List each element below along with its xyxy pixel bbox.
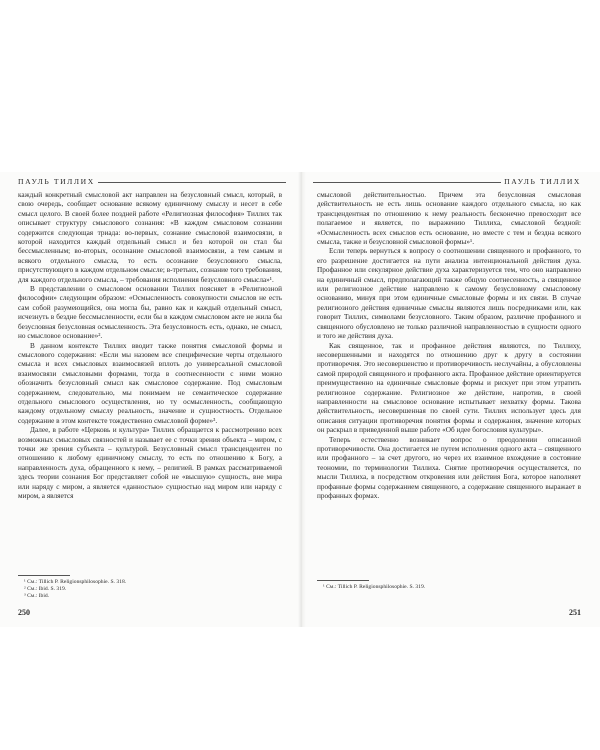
left-page-body: [14, 191, 286, 501]
paragraph: каждый конкретный смысловой акт направлен на безусловный смысл, который, в свою очередь, сообщает основание всякому единичному смыслу и несет в себе смысл целого. В своей более поздней работе «Религиозная философия» Тиллих так описывает структуру смыслового сознания: «В каждом смысловом сознании содержится следующая триада: во-первых, сознание смысловой взаимосвязи, в которой находится каждый отдельный смысл и без которой он стал бы бессмысленным; во-вторых, осознание смысловой взаимосвязи, а тем самым и всякого отдельного смысла, то есть осознание безусловного смысла, присутствующего в каждом отдельном смысле; в-третьих, сознание того требования, для каждого отдельного смысла, – требования исполнения безусловного смысла»¹.: [18, 191, 282, 284]
footnote: ¹ См.: Tillich P. Religionsphilosophie. S. 318.: [24, 579, 127, 585]
footnote: ¹ См.: Tillich P. Religionsphilosophie. S. 319.: [323, 584, 426, 590]
footnote-rule: [18, 575, 70, 576]
paragraph: Если теперь вернуться к вопросу о соотношении священного и профанного, то его разрешение достигается на пути анализа интенциональной действия духа. Профанное или секулярное действие духа характеризуется тем, что оно направлено на единичный смысл, предполагающий также общую соотнесенность, а священное или религиозное действие направлено к самому безусловному смысловому основанию, минуя при этом единичные смысловые формы и их связи. В случае религиозного действия единичные смыслы являются лишь посредниками или, как говорит Тиллих, символами безусловного. Таким образом, различие профанного и священного обусловлено не только различной направленностью в сущности одного и того же действия духа.: [317, 247, 581, 341]
paragraph: Теперь естественно возникает вопрос о преодолении описанной противоречивости. Она достигается не путем исполнения одного акта – священного или профанного – за счет другого, но через их взаимное вхождение в состояние теономии, по терминологии Тиллиха. Снятие противоречия осуществляется, по мысли Тиллиха, в посредством откровения или действия Бога, которое наполняет профанные формы содержанием священного, а содержание священного выражает в профанных формах.: [317, 435, 581, 500]
running-title: ПАУЛЬ ТИЛЛИХ: [504, 177, 581, 186]
right-page-header: [313, 176, 585, 188]
footnote-rule: [317, 580, 369, 581]
footnotes: [14, 575, 286, 600]
header-rule: [313, 182, 501, 183]
right-page-body: [313, 191, 585, 501]
right-page: [313, 176, 585, 621]
paragraph: В представлении о смысловом основании Тиллих поясняет в «Религиозной философии» следующим образом: «Осмысленность совокупности смыслов не есть сам собой разумеющийся, она могла бы, равно как и каждый отдельный смысл, исчезнуть в бездне бессмысленности, если бы в каждом смысловом акте не жила бы безусловная безусловная осмысленность. Эта безусловность есть, однако, не смысл, но смысловое основание»².: [18, 285, 282, 341]
paragraph: Далее, в работе «Церковь и культура» Тиллих обращается к рассмотрению всех возможных смысловых связностей и называет ее с точки зрения объекта – миром, с точки же зрения субъекта – культурой. Безусловный смысл трансцендентен по отношению к любому единичному смыслу, то есть по отношению к Богу, а направленность духа, обращенного к нему, – религией. В рамках рассматриваемой здесь теории сознания Бог представляет собой не «высшую» сущность, вне мира или наряду с миром, а является «данностью» сущностью над миром или наряду с миром, а является: [18, 426, 282, 500]
left-page-header: [14, 176, 286, 188]
footnotes: [313, 580, 585, 591]
header-rule: [98, 182, 286, 183]
footnote: ² См.: Ibid. S. 319.: [24, 586, 67, 592]
footnote: ³ См.: Ibid.: [24, 593, 50, 599]
paragraph: Как священное, так и профанное действия являются, по Тиллиху, несовершенными и находятся по отношению друг к другу в состоянии противоречия. Это несовершенство и противоречивость неслучайны, а обусловлены самой природой священного и профанного акта. Профанное действие ориентируется преимущественно на единичные смысловые формы и рискует при этом утратить религиозное содержание. Религиозное же действие, напротив, в своей направленности на смысловое основание испытывает нехватку формы. Такова действительность, несовершенная по своей сути. Тиллих использует здесь для описания ситуации противоречия понятия формы и содержания, значение которых он раскрыл в приведенной выше работе «Об идее богословия культуры».: [317, 341, 581, 435]
paragraph: смысловой действительностью. Причем эта безусловная смысловая действительность не есть лишь основание каждого отдельного смысла, но как трансцендентная по отношению к нему реальность бесконечно превосходит все полагаемое и является, по выражению Тиллиха, смысловой бездной: «Осмысленность всех смыслов есть основание, но вместе с тем и бездна всякого смысла, также и безусловной смысловой формы»¹.: [317, 191, 581, 247]
page-number: 251: [569, 608, 581, 617]
running-title: ПАУЛЬ ТИЛЛИХ: [18, 177, 95, 186]
paragraph: В данном контексте Тиллих вводит также понятия смысловой формы и смыслового содержания: «Если мы назовем все специфические черты отдельного смысла и всех смысловых взаимосвязей вплоть до универсальной смысловой взаимосвязи смысловыми формами, тогда в соотнесенности с ними можно обозначить безусловный смысл как смысловое содержание. Под смысловым содержанием, следовательно, мы понимаем не семантическое содержание отдельного смыслового осуществления, но ту осмысленность, сообщающую каждому отдельному смыслу реальность, значение и сущностность. Отдельное содержание в этом контексте тождественно смысловой форме»³.: [18, 341, 282, 425]
page-number: 250: [18, 608, 30, 617]
book-gutter: [298, 172, 306, 627]
left-page: [14, 176, 286, 621]
